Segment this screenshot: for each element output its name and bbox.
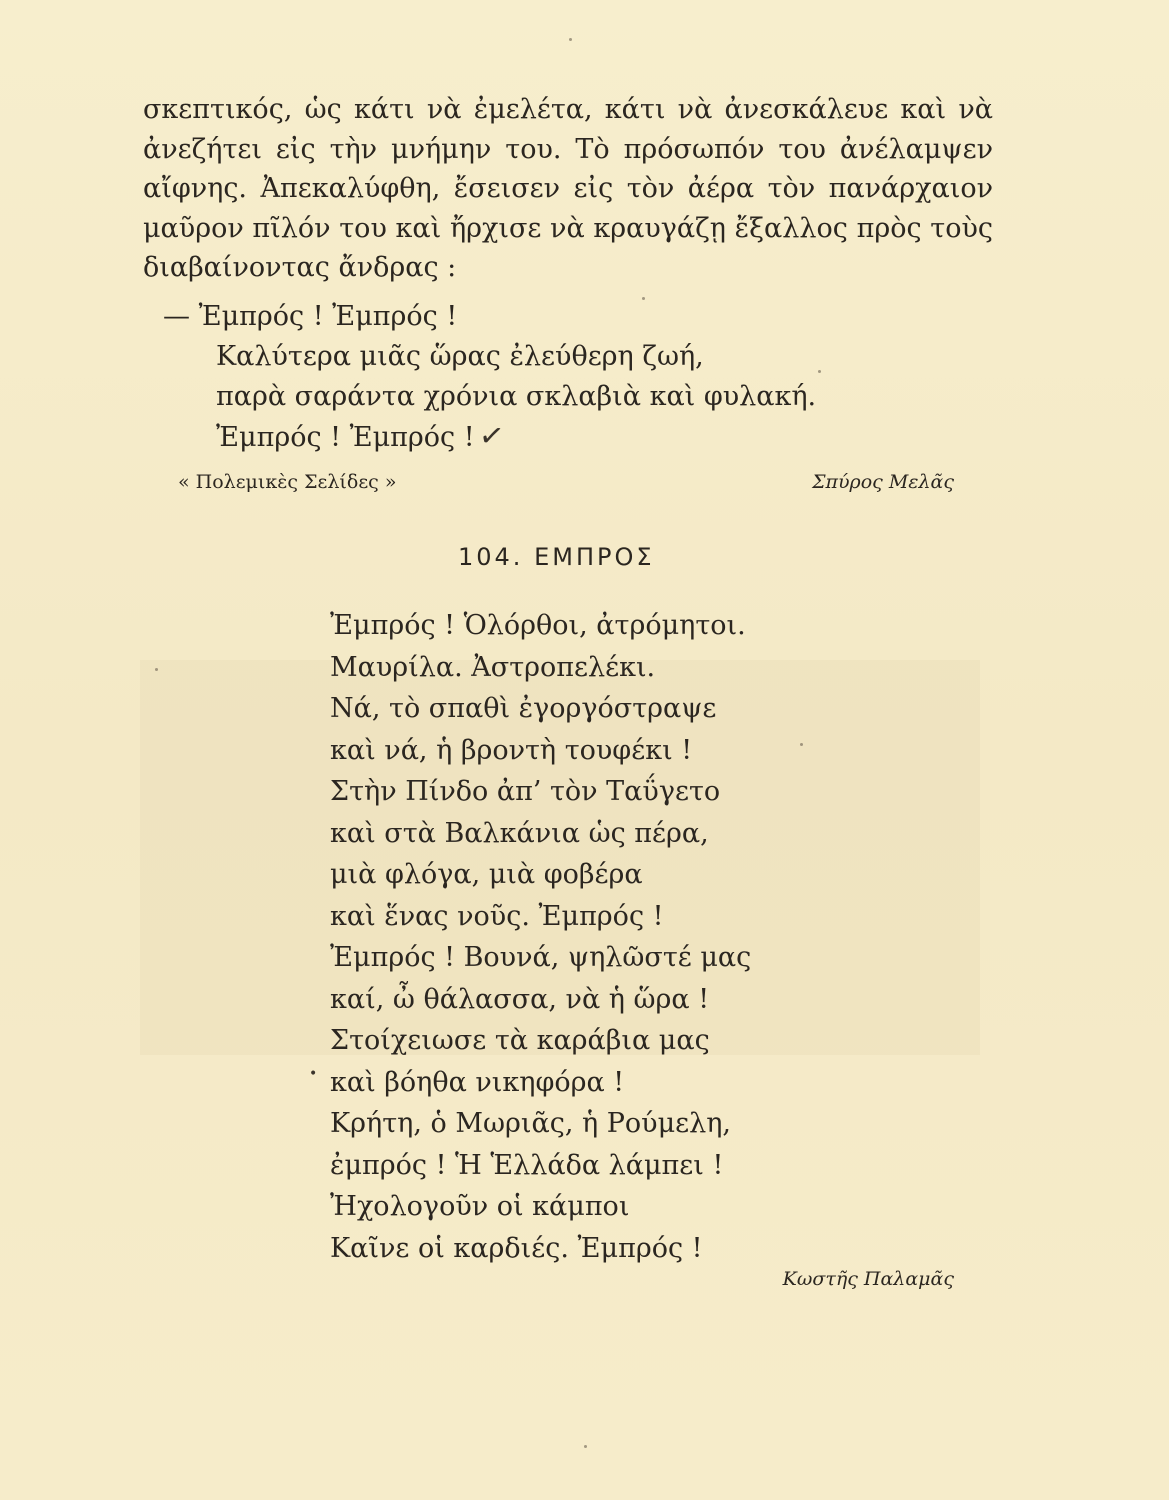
- poem-line: Ἐμπρός ! Ὁλόρθοι, ἀτρόμητοι.: [330, 610, 746, 641]
- prose-line: διαβαίνοντας ἄνδρας :: [143, 252, 457, 283]
- poem-body: [330, 605, 751, 1269]
- dialogue-line: Καλύτερα μιᾶς ὥρας ἐλεύθερη ζωή,: [216, 341, 704, 372]
- poem-line: καί, ὦ θάλασσα, νὰ ἡ ὥρα !: [330, 983, 710, 1015]
- poem-line: καὶ στὰ Βαλκάνια ὡς πέρα,: [330, 817, 709, 849]
- prose-line: σκεπτικός, ὡς κάτι νὰ ἐμελέτα, κάτι νὰ ἀνεσκάλευε καὶ νὰ: [143, 94, 993, 125]
- poem-author: Κωστῆς Παλαμᾶς: [782, 1268, 954, 1290]
- poem-line: Ἐμπρός ! Βουνά, ψηλῶστέ μας: [330, 942, 752, 973]
- source-title: « Πολεμικὲς Σελίδες »: [178, 471, 397, 493]
- poem-line: καὶ βόηθα νικηφόρα !: [330, 1066, 625, 1098]
- bullet-mark: •: [309, 1066, 318, 1082]
- prose-line: αἴφνης. Ἀπεκαλύφθη, ἔσεισεν εἰς τὸν ἀέρα τὸν πανάρχαιον: [143, 173, 993, 204]
- poem-line: Κρήτη, ὁ Μωριᾶς, ἡ Ρούμελη,: [330, 1108, 731, 1139]
- dialogue-line: — Ἐμπρός ! Ἐμπρός !: [163, 301, 458, 332]
- poem-line: Νά, τὸ σπαθὶ ἐγοργόστραψε: [330, 693, 717, 724]
- paper-speck: [818, 370, 821, 373]
- prose-line: ἀνεζήτει εἰς τὴν μνήμην του. Τὸ πρόσωπόν του ἀνέλαμψεν: [143, 133, 993, 165]
- poem-line: Στοίχειωσε τὰ καράβια μας: [330, 1025, 710, 1056]
- dialogue-line-last: [143, 417, 816, 458]
- paper-speck: [800, 743, 803, 746]
- dialogue-line: παρὰ σαράντα χρόνια σκλαβιὰ καὶ φυλακή.: [216, 381, 817, 412]
- paper-speck: [569, 38, 572, 41]
- dialogue-line: Ἐμπρός ! Ἐμπρός !: [216, 422, 475, 453]
- prose-line: μαῦρον πῖλόν του καὶ ἤρχισε νὰ κραυγάζῃ ἔξαλλος πρὸς τοὺς: [143, 212, 993, 244]
- poem-line: Ἠχολογοῦν οἱ κάμποι: [330, 1191, 630, 1222]
- poem-line: καὶ ἕνας νοῦς. Ἐμπρός !: [330, 900, 664, 932]
- poem-heading: 104. ΕΜΠΡΟΣ: [458, 543, 655, 571]
- poem-line: Μαυρίλα. Ἀστροπελέκι.: [330, 651, 656, 683]
- dialogue-quote: [143, 297, 816, 458]
- poem-line: Στὴν Πίνδο ἀπ’ τὸν Ταΰγετο: [330, 776, 721, 807]
- poem-line: καὶ νά, ἡ βροντὴ τουφέκι !: [330, 734, 693, 766]
- check-mark-icon: ✓: [476, 417, 507, 456]
- poem-line: μιὰ φλόγα, μιὰ φοβέρα: [330, 859, 643, 890]
- poem-line: Καῖνε οἱ καρδιές. Ἐμπρός !: [330, 1232, 703, 1264]
- source-author: Σπύρος Μελᾶς: [812, 471, 954, 493]
- paper-speck: [584, 1445, 587, 1448]
- poem-line: ἐμπρός ! Ἡ Ἑλλάδα λάμπει !: [330, 1149, 724, 1181]
- paper-speck: [642, 297, 645, 300]
- paper-speck: [155, 668, 158, 671]
- prose-paragraph: [143, 90, 993, 288]
